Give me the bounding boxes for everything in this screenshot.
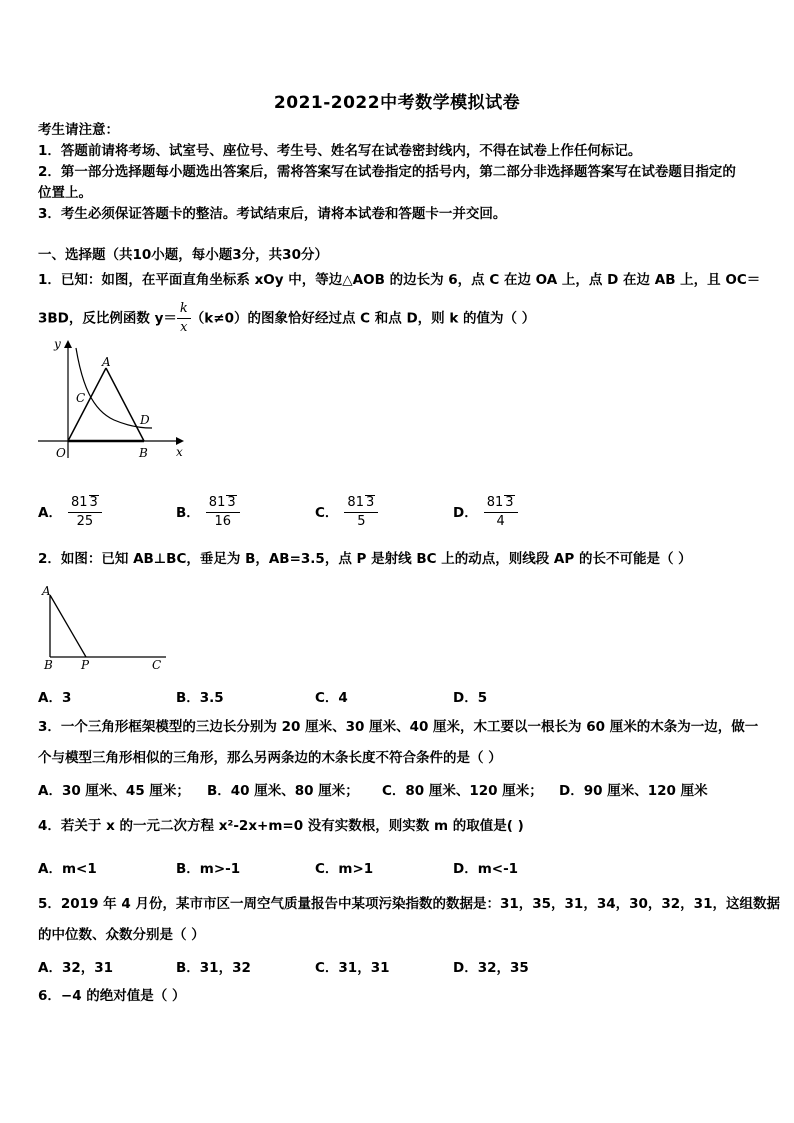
label-b: B (44, 658, 53, 671)
q1-figure (36, 336, 191, 461)
page-title: 2021-2022中考数学模拟试卷 (273, 93, 521, 113)
section-heading: 一、选择题（共10小题，每小题3分，共30分） (38, 247, 328, 263)
q2-figure (38, 583, 173, 671)
q1-text-line1: 1．已知：如图，在平面直角坐标系 xOy 中，等边△AOB 的边长为 6，点 C 在边 OA 上，点 D 在边 AB 上，且 OC＝ (38, 272, 761, 288)
q3-text-line2: 个与模型三角形相似的三角形，那么另两条边的木条长度不符合条件的是（ ） (38, 750, 502, 766)
label-p: P (81, 658, 90, 671)
q1-option-c[interactable]: C． $\frac{81 3}{5}$ (315, 494, 378, 531)
q3-option-c[interactable]: C．80 厘米、120 厘米； (382, 783, 543, 799)
q4-option-b[interactable]: B．m>-1 (176, 861, 241, 877)
side-oa (68, 368, 106, 441)
q2-option-d[interactable]: D．5 (453, 690, 488, 706)
q3-option-d[interactable]: D．90 厘米、120 厘米 (559, 783, 708, 799)
notice-item: 3．考生必须保证答题卡的整洁。考试结束后，请将本试卷和答题卡一并交回。 (38, 206, 507, 222)
notice-item: 2．第一部分选择题每小题选出答案后，需将答案写在试卷指定的括号内，第二部分非选择题答案写在试卷题目指定的 (38, 164, 736, 180)
q3-option-a[interactable]: A．30 厘米、45 厘米； (38, 783, 190, 799)
q1-text-post: （k≠0）的图象恰好经过点 C 和点 D，则 k 的值为（ ） (190, 310, 536, 327)
q1-fraction (177, 300, 191, 337)
q3-text-line1: 3．一个三角形框架模型的三边长分别为 20 厘米、30 厘米、40 厘米，木工要以一根长为 60 厘米的木条为一边，做一 (38, 719, 759, 735)
segment-ap (50, 595, 86, 657)
label-y: y (54, 337, 61, 351)
q1-text-line2 (38, 300, 535, 337)
q5-text-line1: 5．2019 年 4 月份，某市市区一周空气质量报告中某项污染指数的数据是：31，35，31，34，30，32，31，这组数据 (38, 896, 780, 912)
q1-frac-num: k (177, 300, 191, 319)
label-d: D (140, 413, 150, 427)
label-a: A (42, 584, 51, 598)
q2-text: 2．如图：已知 AB⊥BC，垂足为 B，AB=3.5，点 P 是射线 BC 上的动点，则线段 AP 的长不可能是（ ） (38, 551, 692, 567)
q5-option-d[interactable]: D．32，35 (453, 960, 529, 976)
q4-option-c[interactable]: C．m>1 (315, 861, 374, 877)
label-x: x (176, 445, 183, 459)
label-a: A (102, 355, 111, 369)
q5-option-b[interactable]: B．31，32 (176, 960, 251, 976)
q5-text-line2: 的中位数、众数分别是（ ） (38, 927, 205, 943)
notice-heading: 考生请注意： (38, 122, 119, 138)
q2-option-b[interactable]: B．3.5 (176, 690, 224, 706)
q4-option-a[interactable]: A．m<1 (38, 861, 97, 877)
label-c: C (152, 658, 162, 671)
notice-item: 位置上。 (38, 185, 92, 201)
q2-option-a[interactable]: A．3 (38, 690, 72, 706)
label-b: B (139, 446, 148, 460)
q3-option-b[interactable]: B．40 厘米、80 厘米； (207, 783, 359, 799)
q6-text: 6．−4 的绝对值是（ ） (38, 988, 186, 1004)
label-o: O (56, 446, 66, 460)
q1-option-a[interactable]: A． $\frac{81 3}{25}$ (38, 494, 102, 531)
q5-option-a[interactable]: A．32，31 (38, 960, 114, 976)
q1-option-b[interactable]: B． $\frac{81 3}{16}$ (176, 494, 240, 531)
y-axis-arrow (64, 340, 72, 348)
q4-option-d[interactable]: D．m<-1 (453, 861, 519, 877)
q1-option-d[interactable]: D． $\frac{81 3}{4}$ (453, 494, 518, 531)
q1-text-pre: 3BD，反比例函数 y＝ (38, 310, 177, 327)
x-axis-arrow (176, 437, 184, 445)
q1-frac-den: x (180, 320, 188, 335)
q5-option-c[interactable]: C．31，31 (315, 960, 390, 976)
q4-text: 4．若关于 x 的一元二次方程 x²-2x+m=0 没有实数根，则实数 m 的取值是( ) (38, 818, 524, 834)
q2-option-c[interactable]: C．4 (315, 690, 348, 706)
label-c: C (76, 391, 86, 405)
side-ab (106, 368, 144, 441)
notice-item: 1．答题前请将考场、试室号、座位号、考生号、姓名写在试卷密封线内，不得在试卷上作任何标记。 (38, 143, 642, 159)
